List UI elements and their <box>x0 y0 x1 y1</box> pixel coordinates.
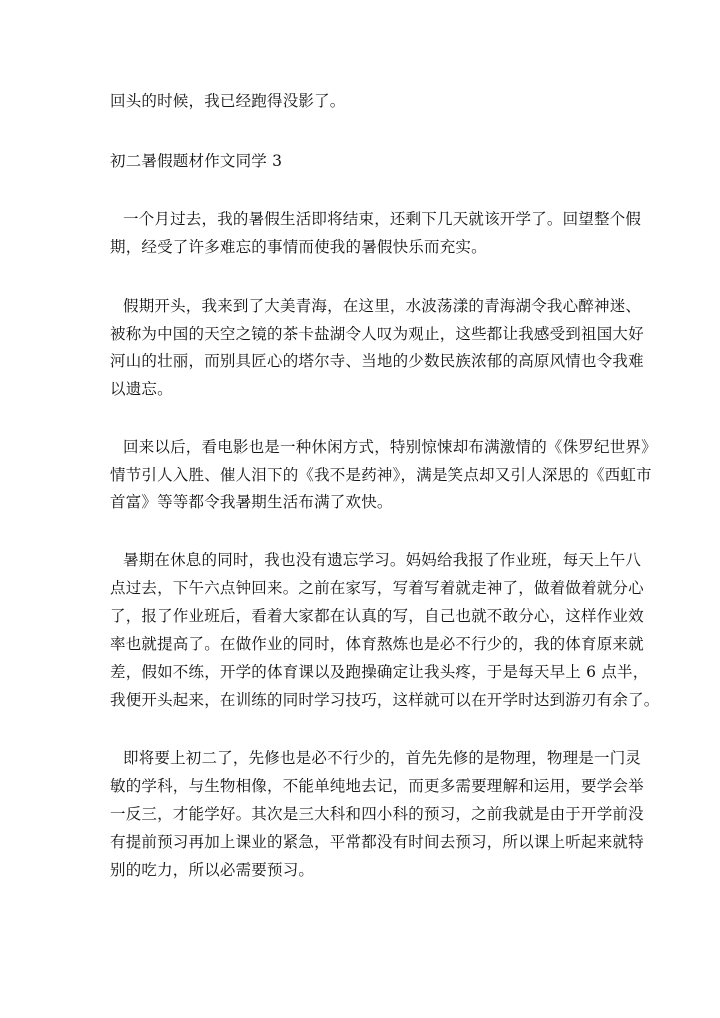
text-line: 敏的学科，与生物相像，不能单纯地去记，而更多需要理解和运用，要学会举 <box>110 777 644 795</box>
text-line: 了，报了作业班后，看着大家都在认真的写，自己也就不敢分心，这样作业效 <box>110 607 644 625</box>
text-line: 被称为中国的天空之镜的茶卡盐湖令人叹为观止，这些都让我感受到祖国大好 <box>110 325 644 343</box>
text-line: 点过去，下午六点钟回来。之前在家写，写着写着就走神了，做着做着就分心 <box>110 579 644 597</box>
text-line: 回来以后，看电影也是一种休闲方式，特别惊悚却布满激情的《侏罗纪世界》 <box>123 438 657 456</box>
text-line: 回头的时候，我已经跑得没影了。 <box>110 92 346 110</box>
text-line: 一个月过去，我的暑假生活即将结束，还剩下几天就该开学了。回望整个假 <box>123 210 642 228</box>
section-heading: 初二暑假题材作文同学 3 <box>110 152 283 170</box>
text-line: 即将要上初二了，先修也是必不行少的，首先先修的是物理，物理是一门灵 <box>123 749 642 767</box>
text-line: 假期开头，我来到了大美青海，在这里，水波荡漾的青海湖令我心醉神迷、 <box>123 297 642 315</box>
text-line: 情节引人入胜、催人泪下的《我不是药神》，满是笑点却又引人深思的《西虹市 <box>110 466 652 484</box>
text-line: 河山的壮丽，而别具匠心的塔尔寺、当地的少数民族浓郁的高原风情也令我难 <box>110 352 644 370</box>
text-line: 首富》等等都令我暑期生活布满了欢快。 <box>110 493 393 511</box>
text-line: 我便开头起来，在训练的同时学习技巧，这样就可以在开学时达到游刃有余了。 <box>110 691 660 709</box>
text-line: 有提前预习再加上课业的紧急，平常都没有时间去预习，所以课上听起来就特 <box>110 833 644 851</box>
text-line: 别的吃力，所以必需要预习。 <box>110 861 315 879</box>
text-line: 差，假如不练，开学的体育课以及跑操确定让我头疼，于是每天早上 6 点半， <box>110 663 649 681</box>
text-line: 率也就提高了。在做作业的同时，体育熬炼也是必不行少的，我的体育原来就 <box>110 635 644 653</box>
text-line: 暑期在休息的同时，我也没有遗忘学习。妈妈给我报了作业班，每天上午八 <box>123 551 642 569</box>
text-line: 以遗忘。 <box>110 380 173 398</box>
text-line: 期，经受了许多难忘的事情而使我的暑假快乐而充实。 <box>110 238 487 256</box>
text-line: 一反三，才能学好。其次是三大科和四小科的预习，之前我就是由于开学前没 <box>110 805 644 823</box>
